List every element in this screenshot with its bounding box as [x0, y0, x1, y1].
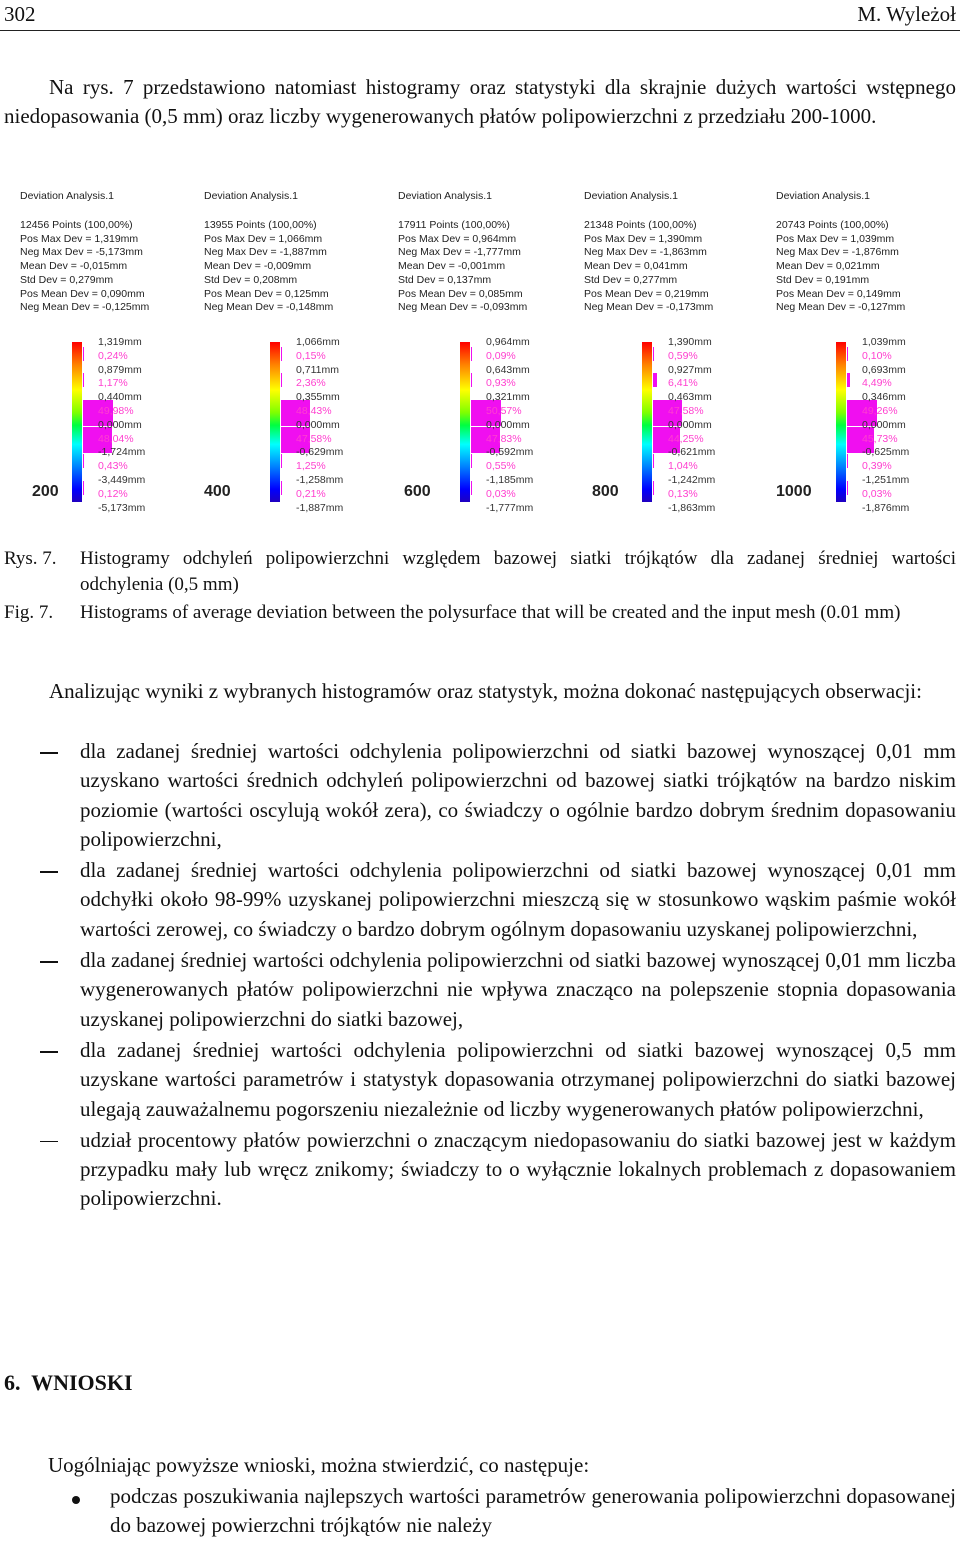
stat-line: Mean Dev = -0,015mm [20, 260, 128, 273]
analysis-paragraph: Analizując wyniki z wybranych histogramów oraz statystyk, można dokonać następujących obserwacji: [49, 679, 922, 703]
histogram-bar [83, 481, 84, 495]
histogram-panel [584, 185, 776, 520]
percent-label: 0,13% [668, 487, 698, 500]
conclusion-intro: Uogólniając powyższe wnioski, można stwierdzić, co następuje: [48, 1453, 590, 1477]
observations-list [4, 737, 956, 1216]
dash-bullet [40, 871, 58, 873]
stat-line: Neg Mean Dev = -0,125mm [20, 301, 150, 314]
percent-label: 0,03% [862, 487, 892, 500]
value-label: 1,319mm [98, 336, 142, 348]
dash-bullet [40, 1051, 58, 1053]
scale-labels [296, 336, 370, 515]
percent-label: 1,25% [296, 460, 326, 473]
stat-line: Pos Max Dev = 1,039mm [776, 232, 895, 245]
histogram-bar [83, 373, 84, 387]
value-label: 0,964mm [486, 336, 530, 348]
conclusion-bullet-text: podczas poszukiwania najlepszych wartości parametrów generowania polipowierzchni dopasowanej do bazowej powierzchni trójkątów nie należy [110, 1484, 956, 1537]
histogram-panel [776, 185, 960, 520]
stat-line: Neg Mean Dev = -0,173mm [584, 301, 714, 314]
observation-text: udział procentowy płatów powierzchni o znaczącym niedopasowaniu do siatki bazowej jest w każdym przypadku mały lub wręcz znikomy; świadczy to o wyłącznie lokalnych problemach z dopasowaniem polipowierzchni. [80, 1127, 956, 1211]
percent-label: 0,10% [862, 349, 892, 362]
stat-line: Mean Dev = -0,009mm [204, 260, 312, 273]
stat-line: Pos Mean Dev = 0,149mm [776, 287, 901, 300]
histogram-bar [653, 454, 654, 468]
observation-text: dla zadanej średniej wartości odchylenia polipowierzchni od siatki bazowej wynoszącej 0,01 mm liczba wygenerowanych płatów polipowierzchni nie wpływa znacząco na polepszenie stopnia dopasowania uzyskanej polipowierzchni do siatki bazowej, [80, 948, 956, 1031]
value-label: 0,711mm [296, 363, 339, 376]
observation-item [4, 856, 956, 944]
value-label: 0,355mm [296, 391, 340, 404]
patch-count-label: 800 [592, 483, 619, 500]
stat-line: Pos Mean Dev = 0,219mm [584, 287, 709, 300]
stat-line: 20743 Points (100,00%) [776, 219, 889, 231]
percent-label: 44,25% [668, 432, 704, 445]
value-label: 0,346mm [862, 391, 906, 404]
intro-paragraph: Na rys. 7 przedstawiono natomiast histogramy oraz statystyki dla skrajnie dużych wartości wstępnego niedopasowania (0,5 mm) oraz liczby wygenerowanych płatów polipowierzchni z przedziału 200-1000. [4, 75, 956, 128]
percent-label: 49,98% [98, 404, 134, 417]
percent-label: 0,12% [98, 487, 128, 500]
stat-line: Pos Max Dev = 1,066mm [204, 232, 323, 245]
stat-line: 13955 Points (100,00%) [204, 219, 317, 231]
section-number: 6. [4, 1370, 21, 1395]
color-scale [270, 342, 280, 502]
panel-title: Deviation Analysis.1 [20, 190, 114, 202]
value-label: 0,643mm [486, 363, 530, 376]
histogram-bar [83, 347, 84, 361]
value-label: -5,173mm [98, 501, 146, 514]
stat-line: Neg Mean Dev = -0,127mm [776, 301, 906, 314]
value-label: 0,000mm [862, 418, 906, 431]
stat-line: Neg Max Dev = -1,876mm [776, 246, 899, 259]
page-number: 302 [4, 2, 36, 26]
percent-label: 47,58% [668, 404, 704, 417]
histogram-bar [471, 481, 472, 495]
percent-label: 48,04% [98, 432, 134, 445]
scale-labels [862, 336, 936, 515]
histogram-bar [653, 481, 654, 495]
dash-bullet [40, 961, 58, 963]
histogram-bar [281, 454, 282, 468]
scale-labels [486, 336, 560, 515]
value-label: 0,000mm [668, 418, 712, 431]
stat-line: Mean Dev = 0,021mm [776, 260, 880, 273]
value-label: 0,321mm [486, 391, 530, 404]
percent-label: 0,39% [862, 460, 892, 473]
percent-label: 45,73% [862, 432, 898, 445]
percent-label: 47,58% [296, 432, 332, 445]
value-label: -1,876mm [862, 501, 910, 514]
stat-line: 12456 Points (100,00%) [20, 219, 133, 231]
percent-label: 0,09% [486, 349, 516, 362]
patch-count-label: 600 [404, 483, 431, 500]
histogram-bar [847, 373, 850, 387]
caption-en-label: Fig. 7. [4, 602, 54, 623]
stat-line: Neg Max Dev = -1,777mm [398, 246, 521, 259]
percent-label: 0,03% [486, 487, 516, 500]
percent-label: 0,21% [296, 487, 326, 500]
value-label: -1,258mm [296, 473, 344, 486]
value-label: -0,625mm [862, 446, 910, 459]
color-scale [72, 342, 82, 502]
histogram-panel [20, 185, 212, 520]
histogram-bar [471, 454, 472, 468]
figure-histograms [0, 185, 960, 520]
stat-line: Pos Max Dev = 0,964mm [398, 232, 517, 245]
histogram-bar [281, 481, 282, 495]
value-label: -0,621mm [668, 446, 716, 459]
percent-label: 0,93% [486, 377, 516, 390]
stat-line: Std Dev = 0,137mm [398, 273, 492, 286]
value-label: 0,927mm [668, 363, 712, 376]
stat-line: Neg Max Dev = -5,173mm [20, 246, 143, 259]
caption-pl-text: Histogramy odchyleń polipowierzchni względem bazowej siatki trójkątów dla zadanej średniej wartości odchylenia (0,5 mm) [80, 548, 956, 595]
stat-line: Neg Max Dev = -1,863mm [584, 246, 707, 259]
observation-item [4, 1126, 956, 1214]
percent-label: 2,36% [296, 377, 326, 390]
value-label: 0,000mm [296, 418, 340, 431]
value-label: 0,879mm [98, 363, 142, 376]
stat-line: Neg Mean Dev = -0,093mm [398, 301, 528, 314]
color-scale [642, 342, 652, 502]
percent-label: 49,26% [862, 404, 898, 417]
percent-label: 0,15% [296, 349, 326, 362]
panel-stats [584, 219, 734, 315]
patch-count-label: 1000 [776, 483, 812, 500]
stat-line: Mean Dev = -0,001mm [398, 260, 506, 273]
percent-label: 47,83% [486, 432, 522, 445]
percent-label: 6,41% [668, 377, 698, 390]
value-label: 0,693mm [862, 363, 906, 376]
histogram-bar [471, 373, 472, 387]
histogram-bar [653, 347, 654, 361]
panel-title: Deviation Analysis.1 [776, 190, 870, 202]
stat-line: Std Dev = 0,279mm [20, 273, 114, 286]
value-label: -1,777mm [486, 501, 534, 514]
value-label: -1,887mm [296, 501, 344, 514]
value-label: 1,039mm [862, 336, 906, 348]
value-label: -1,251mm [862, 473, 910, 486]
panel-stats [20, 219, 170, 315]
value-label: 1,390mm [668, 336, 712, 348]
observation-item [4, 1036, 956, 1124]
running-author: M. Wyleżoł [857, 2, 956, 26]
observation-text: dla zadanej średniej wartości odchylenia polipowierzchni od siatki bazowej wynoszącej 0,01 mm odchyłki około 98-99% uzyskanej polipowierzchni mieszczą się w stosunkowo wąskim paśmie wokół wartości zerowej, co świadczy o bardzo dobrym ogólnym dopasowaniu uzyskanej polipowierzchni, [80, 858, 956, 941]
observation-item [4, 946, 956, 1034]
stat-line: Pos Mean Dev = 0,085mm [398, 287, 523, 300]
panel-title: Deviation Analysis.1 [584, 190, 678, 202]
observation-text: dla zadanej średniej wartości odchylenia polipowierzchni od siatki bazowej wynoszącej 0,01 mm uzyskano wartości średnich odchyleń polipowierzchni od bazowej siatki trójkątów na bardzo niskim poziomie (wartości oscylują wokół zera), co świadczy o ogólnie bardzo dobrym średnim dopasowaniu polipowierzchni, [80, 739, 956, 851]
patch-count-label: 400 [204, 483, 231, 500]
value-label: 0,463mm [668, 391, 712, 404]
histogram-bar [281, 373, 282, 387]
patch-count-label: 200 [32, 483, 59, 500]
panel-stats [204, 219, 354, 315]
stat-line: Std Dev = 0,191mm [776, 273, 870, 286]
value-label: -3,449mm [98, 473, 146, 486]
value-label: -0,592mm [486, 446, 534, 459]
dash-bullet [40, 752, 58, 754]
histogram-bar [847, 347, 848, 361]
stat-line: Pos Max Dev = 1,319mm [20, 232, 139, 245]
percent-label: 0,59% [668, 349, 698, 362]
value-label: -1,242mm [668, 473, 716, 486]
percent-label: 4,49% [862, 377, 892, 390]
stat-line: 21348 Points (100,00%) [584, 219, 697, 231]
caption-en [4, 600, 956, 654]
stat-line: Pos Max Dev = 1,390mm [584, 232, 703, 245]
value-label: -1,185mm [486, 473, 534, 486]
color-scale [836, 342, 846, 502]
observation-text: dla zadanej średniej wartości odchylenia polipowierzchni od siatki bazowej wynoszącej 0,5 mm uzyskane wartości parametrów i statystyk dopasowania otrzymanej polipowierzchni do siatki bazowej ulegają zauważalnemu pogorszeniu niezależnie od liczby wygenerowanych płatów polipowierzchni, [80, 1037, 956, 1121]
color-scale [460, 342, 470, 502]
value-label: 1,066mm [296, 336, 340, 348]
histogram-panel [204, 185, 396, 520]
value-label: 0,000mm [98, 418, 142, 431]
value-label: 0,000mm [486, 418, 530, 431]
stat-line: Mean Dev = 0,041mm [584, 260, 688, 273]
caption-pl-label: Rys. 7. [4, 548, 57, 569]
section-heading [4, 1370, 133, 1396]
value-label: 0,440mm [98, 391, 142, 404]
stat-line: Neg Mean Dev = -0,148mm [204, 301, 334, 314]
percent-label: 50,57% [486, 404, 522, 417]
panel-stats [398, 219, 548, 315]
dash-bullet [40, 1141, 58, 1143]
histogram-bar [653, 373, 657, 387]
stat-line: Std Dev = 0,208mm [204, 273, 298, 286]
histogram-bar [281, 347, 282, 361]
section-title: WNIOSKI [31, 1370, 133, 1395]
page-header [0, 0, 960, 31]
caption-pl [4, 546, 956, 600]
histogram-bar [847, 454, 848, 468]
stat-line: 17911 Points (100,00%) [398, 219, 510, 231]
histogram-bar [83, 454, 84, 468]
scale-labels [668, 336, 742, 515]
caption-en-text: Histograms of average deviation between the polysurface that will be created and the input mesh (0.01 mm) [80, 602, 901, 623]
percent-label: 0,24% [98, 349, 128, 362]
panel-title: Deviation Analysis.1 [204, 190, 298, 202]
histogram-bar [847, 481, 848, 495]
value-label: -1,724mm [98, 446, 146, 459]
histogram-panel [398, 185, 590, 520]
percent-label: 48,43% [296, 404, 332, 417]
bullet-dot-icon [72, 1496, 80, 1504]
stat-line: Pos Mean Dev = 0,090mm [20, 287, 145, 300]
percent-label: 0,55% [486, 460, 516, 473]
percent-label: 1,04% [668, 460, 698, 473]
observation-item [4, 737, 956, 854]
stat-line: Neg Max Dev = -1,887mm [204, 246, 327, 259]
scale-labels [98, 336, 172, 515]
stat-line: Pos Mean Dev = 0,125mm [204, 287, 329, 300]
panel-title: Deviation Analysis.1 [398, 190, 492, 202]
histogram-bar [471, 347, 472, 361]
percent-label: 0,43% [98, 460, 128, 473]
panel-stats [776, 219, 926, 315]
value-label: -0,629mm [296, 446, 344, 459]
value-label: -1,863mm [668, 501, 716, 514]
percent-label: 1,17% [98, 377, 128, 390]
stat-line: Std Dev = 0,277mm [584, 273, 678, 286]
